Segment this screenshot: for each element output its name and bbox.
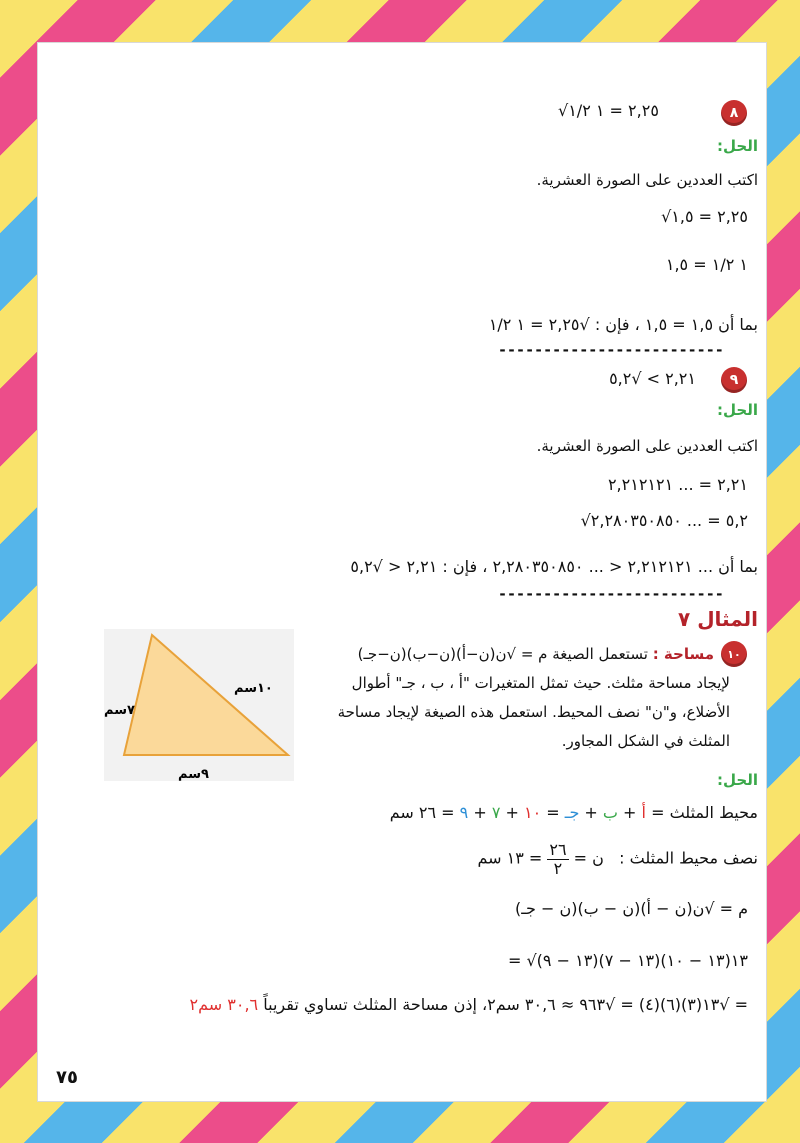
q9-line1: ٢,٢١ = ... ٢,٢١٢١٢١	[607, 475, 748, 494]
q10-solution-label: الحل:	[717, 771, 758, 789]
triangle-side-left-label: ٧سم	[104, 703, 135, 718]
question-9-statement: ٢,٢١ > √٥,٢	[609, 369, 696, 388]
triangle-side-right-label: ١٠سم	[234, 681, 273, 696]
question-8-statement: √٢,٢٥ = ١ ١/٢	[558, 101, 659, 120]
q10-keyword: مساحة :	[652, 645, 714, 663]
q8-conclusion: بما أن ١,٥ = ١,٥ ، فإن : √٢,٢٥ = ١ ١/٢	[488, 315, 758, 334]
question-9-badge	[721, 367, 747, 393]
perimeter-line: محيط المثلث = أ + ب + جـ = ١٠ + ٧ + ٩ = ٢٦ سم	[389, 803, 758, 822]
var-c: جـ	[564, 803, 580, 822]
area-line-2: = √١٣(١٣ − ١٠)(١٣ − ٧)(١٣ − ٩)	[507, 951, 748, 970]
area-line-3-main: = √١٣(٣)(٦)(٤) = √٩٦٣ ≈ ٣٠,٦ سم٢، إذن مساحة المثلث تساوي تقريباً	[263, 995, 748, 1014]
question-9-number: ٩	[729, 372, 739, 388]
question-8-number: ٨	[729, 105, 739, 121]
q9-line2: √٥,٢ = ... ٢,٢٨٠٣٥٠٨٥٠	[580, 511, 748, 530]
area-line-1: م = √ن(ن − أ)(ن − ب)(ن − جـ)	[515, 899, 748, 918]
q9-instruction: اكتب العددين على الصورة العشرية.	[536, 437, 758, 455]
value-a: ١٠	[523, 803, 542, 822]
q10-formula-intro: تستعمل الصيغة م = √ن(ن−أ)(ن−ب)(ن−جـ)	[357, 645, 648, 663]
q9-solution-label: الحل:	[717, 401, 758, 419]
var-a: أ	[641, 803, 646, 822]
perimeter-result: ٢٦ سم	[389, 803, 437, 822]
triangle-side-bottom-label: ٩سم	[178, 767, 209, 782]
value-c: ٩	[459, 803, 469, 822]
half-perimeter-line: نصف محيط المثلث : ن = $\frac{٢٦}{٢}$ = ١٣ سم	[477, 840, 758, 878]
q10-header	[358, 640, 714, 669]
separator-2: -------------------------	[498, 585, 724, 603]
question-8-badge	[721, 100, 747, 126]
perimeter-label: محيط المثلث =	[651, 803, 758, 822]
question-10-number: ١٠	[727, 648, 741, 661]
half-var: ن	[592, 848, 604, 868]
q8-solution-label: الحل:	[717, 137, 758, 155]
q9-conclusion: بما أن ... ٢,٢١٢١٢١ < ... ٢,٢٨٠٣٥٠٨٥٠ ، فإن : ٢,٢١ < √٥,٢	[350, 557, 758, 576]
separator-1: -------------------------	[498, 341, 724, 359]
area-line-3	[190, 995, 748, 1014]
var-b: ب	[602, 803, 618, 822]
half-perimeter-label: نصف محيط المثلث :	[619, 848, 758, 868]
half-result: ١٣ سم	[477, 848, 524, 868]
q8-instruction: اكتب العددين على الصورة العشرية.	[536, 171, 758, 189]
q8-line2: ١ ١/٢ = ١,٥	[665, 255, 748, 274]
question-10-badge	[721, 641, 747, 667]
half-numerator: ٢٦	[549, 840, 567, 859]
page-number: ٧٥	[56, 1067, 78, 1088]
page	[37, 42, 767, 1102]
value-b: ٧	[491, 803, 501, 822]
half-fraction	[547, 841, 568, 877]
area-answer: ٣٠,٦ سم٢	[189, 995, 259, 1014]
half-denominator: ٢	[553, 858, 563, 878]
q10-body: لإيجاد مساحة مثلث. حيث تمثل المتغيرات "أ ، ب ، جـ" أطوال الأضلاع، و"ن" نصف المحيط. استعمل هذه الصيغة لإيجاد مساحة المثلث في الشكل المجاور.	[337, 674, 730, 750]
example-title: المثال ٧	[678, 607, 758, 631]
q8-line1: √٢,٢٥ = ١,٥	[661, 207, 748, 226]
